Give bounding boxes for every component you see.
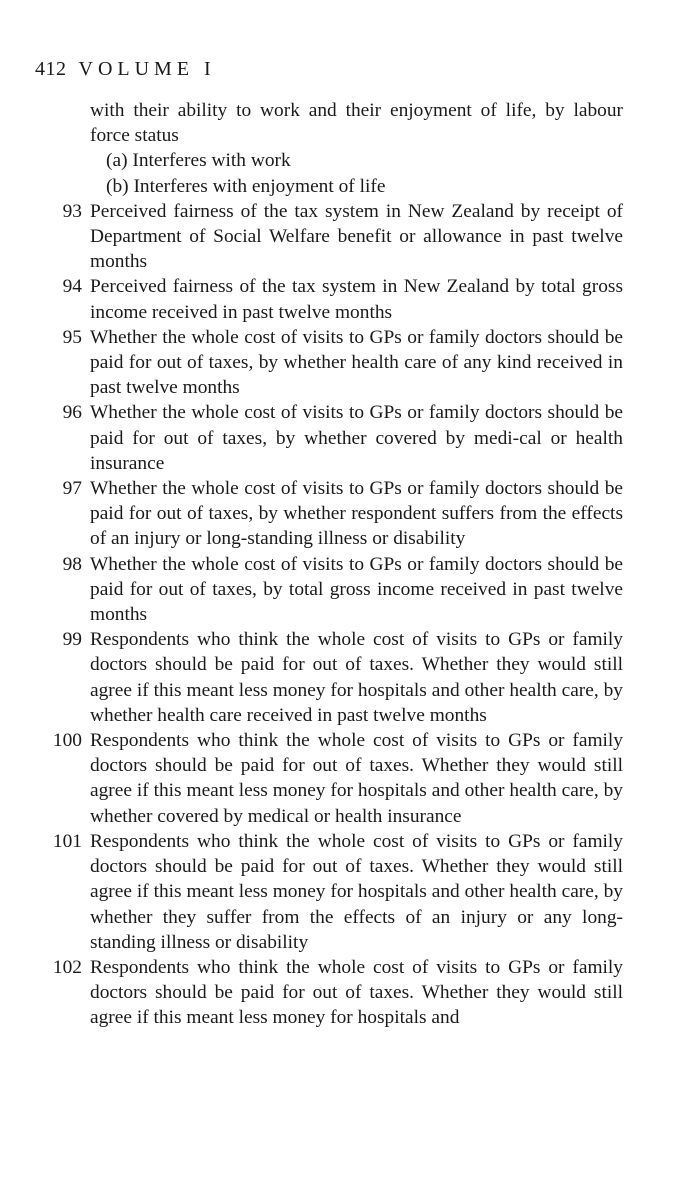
entry-text: Whether the whole cost of visits to GPs or family doctors should be paid for out of taxes, by whether respondent suffers from the effects of an injury or long-standing illness or disability [90,478,623,550]
entry-number: 93 [62,200,82,222]
list-entry [62,400,623,476]
entry-text: Whether the whole cost of visits to GPs or family doctors should be paid for out of taxes, by whether health care of any kind received in past twelve months [90,326,623,399]
entry-text: Whether the whole cost of visits to GPs or family doctors should be paid for out of taxes, by whether covered by medi-cal or health insurance [90,402,623,474]
entry-number: 100 [52,730,82,752]
list-entry [52,955,623,1031]
entry-number: 94 [62,276,82,298]
list-entry [62,325,623,401]
entry-text: Respondents who think the whole cost of visits to GPs or family doctors should be paid for out of taxes. Whether they would still agree if this meant less money for hospitals and [90,956,623,1029]
continued-entry [90,98,623,199]
list-entry [62,274,623,324]
entry-number: 96 [62,402,82,424]
entry-number: 102 [52,956,82,978]
entry-number: 97 [62,478,82,500]
entry-number: 99 [62,629,82,651]
running-head [35,58,216,81]
entry-number: 95 [62,326,82,348]
list-entry [52,728,623,829]
list-entry [62,627,623,728]
entry-text: Respondents who think the whole cost of visits to GPs or family doctors should be paid for out of taxes. Whether they would still agree if this meant less money for hospitals and other health care, by whether health care received in past twelve months [90,629,623,726]
entry-text: Respondents who think the whole cost of visits to GPs or family doctors should be paid for out of taxes. Whether they would still agree if this meant less money for hospitals and other health care, by whether they suffer from the effects of an injury or any long-standing illness or disability [90,830,623,953]
entry-text: Perceived fairness of the tax system in New Zealand by total gross income received in past twelve months [90,276,623,323]
entry-number: 98 [62,553,82,575]
volume-label: VOLUME I [78,58,216,80]
list-entry [52,829,623,955]
list-entry [62,476,623,552]
list-of-tables [0,98,700,1031]
list-entry [62,199,623,275]
entry-number: 101 [52,830,82,852]
sub-item: (a) Interferes with work [106,150,291,172]
entry-text: Whether the whole cost of visits to GPs or family doctors should be paid for out of taxes, by total gross income received in past twelve months [90,553,623,626]
sub-item: (b) Interferes with enjoyment of life [106,175,386,197]
page-number: 412 [35,58,67,80]
entry-text: Respondents who think the whole cost of visits to GPs or family doctors should be paid for out of taxes. Whether they would still agree if this meant less money for hospitals and other health care, by whether covered by medical or health insurance [90,730,623,827]
list-entry [62,552,623,628]
entry-text: Perceived fairness of the tax system in New Zealand by receipt of Department of Social Welfare benefit or allowance in past twelve months [90,200,623,273]
continued-entry-text: with their ability to work and their enjoyment of life, by labour force status [90,100,623,147]
